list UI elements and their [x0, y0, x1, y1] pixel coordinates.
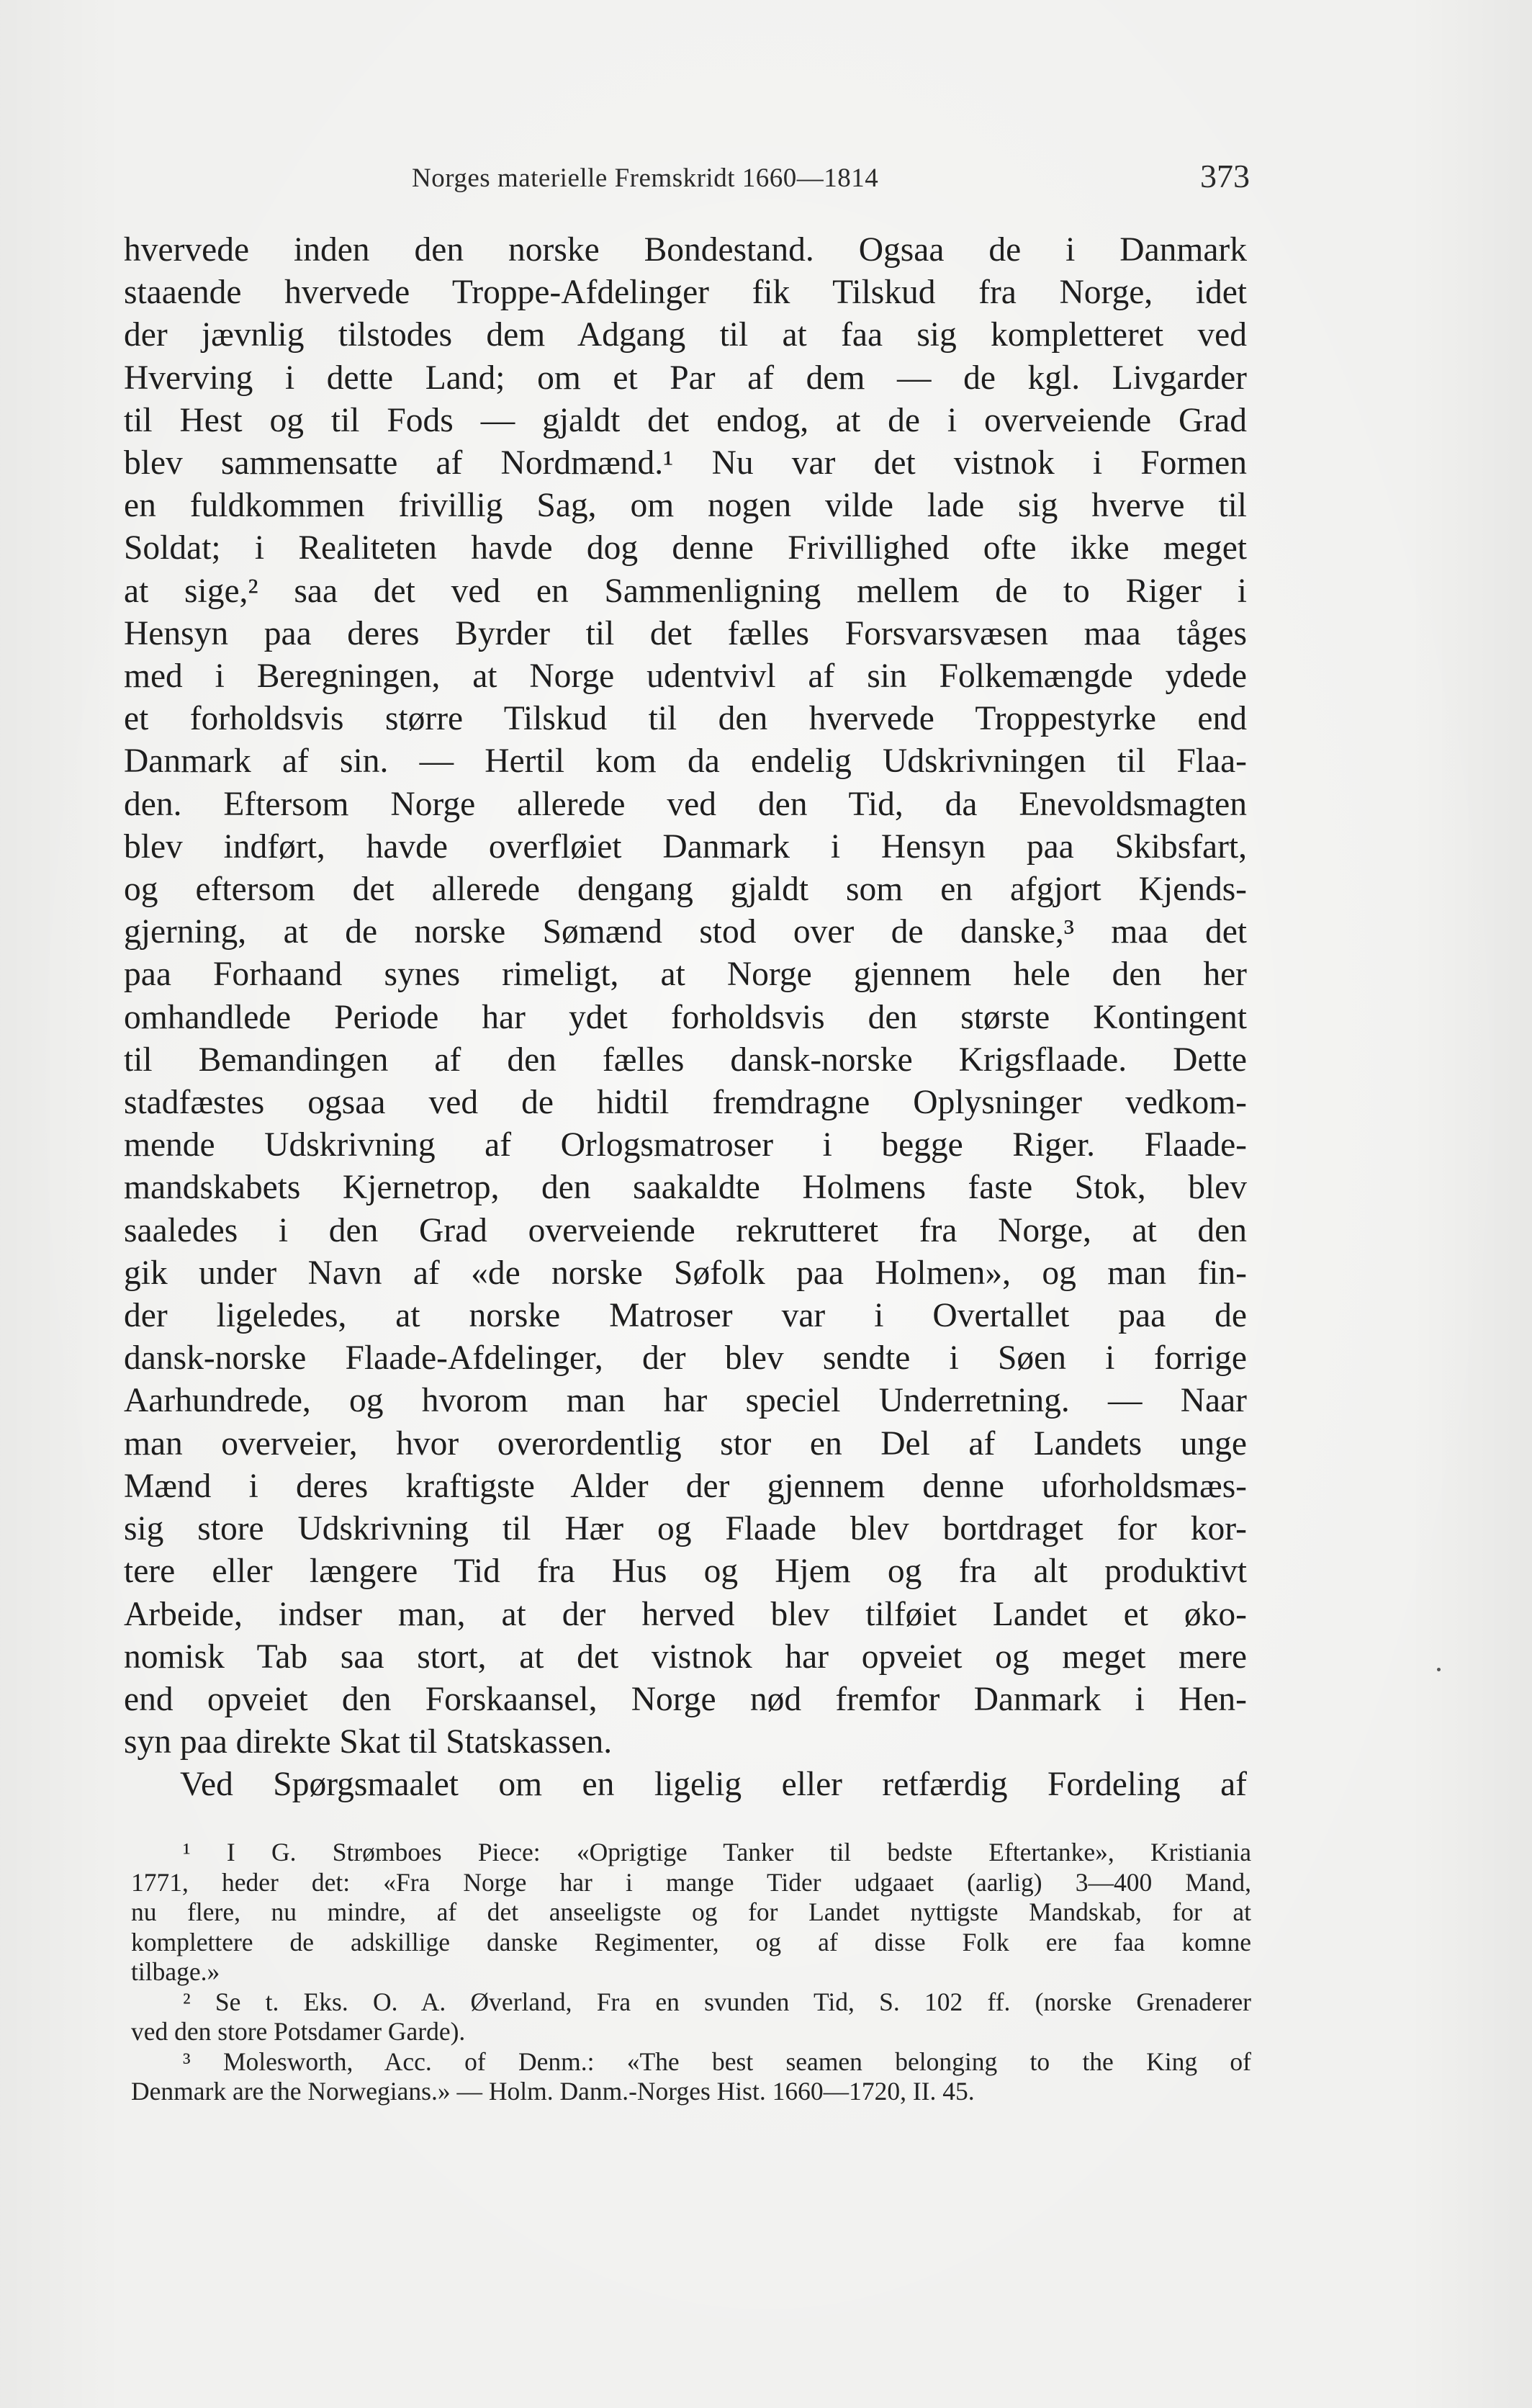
text-line: Mænd i deres kraftigste Alder der gjennem denne uforholdsmæs-	[124, 1467, 1247, 1505]
text-line: hvervede inden den norske Bondestand. Ogsaa de i Danmark	[124, 231, 1247, 269]
text-line: blev sammensatte af Nordmænd.¹ Nu var det vistnok i Formen	[124, 444, 1247, 482]
text-line: dansk-norske Flaade-Afdelinger, der blev sendte i Søen i forrige	[124, 1339, 1247, 1378]
text-line: Ved Spørgsmaalet om en ligelig eller retfærdig Fordeling af	[180, 1766, 1247, 1804]
footnote-2: ² Se t. Eks. O. A. Øverland, Fra en svunden Tid, S. 102 ff. (norske Grenaderer	[183, 1987, 1251, 2016]
page-number: 373	[1200, 158, 1250, 194]
text-line: at sige,² saa det ved en Sammenligning mellem de to Riger i	[124, 572, 1247, 610]
text-line: Hensyn paa deres Byrder til det fælles Forsvarsvæsen maa tåges	[124, 614, 1247, 652]
text-line: til Bemandingen af den fælles dansk-norske Krigsflaade. Dette	[124, 1041, 1247, 1079]
text-line: man overveier, hvor overordentlig stor en Del af Landets unge	[124, 1424, 1247, 1463]
footnote-3: ³ Molesworth, Acc. of Denm.: «The best seamen belonging to the King of	[183, 2047, 1251, 2076]
text-line: syn paa direkte Skat til Statskassen.	[124, 1723, 613, 1761]
text-line: Soldat; i Realiteten havde dog denne Frivillighed ofte ikke meget	[124, 529, 1247, 567]
text-line: til Hest og til Fods — gjaldt det endog, at de i overveiende Grad	[124, 401, 1247, 439]
text-line: Arbeide, indser man, at der herved blev tilføiet Landet et øko-	[124, 1595, 1247, 1633]
text-line: Danmark af sin. — Hertil kom da endelig Udskrivningen til Flaa-	[124, 742, 1247, 781]
text-line: staaende hvervede Troppe-Afdelinger fik Tilskud fra Norge, idet	[124, 274, 1247, 312]
text-line: med i Beregningen, at Norge udentvivl af sin Folkemængde ydede	[124, 657, 1247, 696]
text-line: der jævnlig tilstodes dem Adgang til at faa sig kompletteret ved	[124, 316, 1247, 354]
text-line: Hverving i dette Land; om et Par af dem — de kgl. Livgarder	[124, 359, 1247, 397]
footnote-1: ¹ I G. Strømboes Piece: «Oprigtige Tanker til bedste Eftertanke», Kristiania	[183, 1838, 1251, 1866]
running-head: Norges materielle Fremskridt 1660—1814	[412, 163, 879, 193]
footnote-line: 1771, heder det: «Fra Norge har i mange Tider udgaaet (aarlig) 3—400 Mand,	[131, 1867, 1251, 1897]
text-line: sig store Udskrivning til Hær og Flaade blev bortdraget for kor-	[124, 1510, 1247, 1548]
text-line: blev indført, havde overfløiet Danmark i Hensyn paa Skibsfart,	[124, 827, 1247, 866]
text-line: nomisk Tab saa stort, at det vistnok har opveiet og meget mere	[124, 1637, 1247, 1676]
footnote-line: ved den store Potsdamer Garde).	[131, 2017, 466, 2046]
footnote-line: nu flere, nu mindre, af det anseeligste og for Landet nyttigste Mandskab, for at	[131, 1897, 1251, 1926]
footnote-line: tilbage.»	[131, 1957, 220, 1986]
text-line: gik under Navn af «de norske Søfolk paa Holmen», og man fin-	[124, 1254, 1247, 1292]
text-line: og eftersom det allerede dengang gjaldt som en afgjort Kjends-	[124, 871, 1247, 909]
footnote-line: komplettere de adskillige danske Regimenter, og af disse Folk ere faa komne	[131, 1927, 1251, 1956]
paper-speck	[1437, 1668, 1441, 1671]
text-line: der ligeledes, at norske Matroser var i Overtallet paa de	[124, 1297, 1247, 1335]
footnotes	[131, 1838, 1251, 2107]
text-line: tere eller længere Tid fra Hus og Hjem og fra alt produktivt	[124, 1553, 1247, 1591]
body-text	[124, 229, 1247, 1807]
text-line: paa Forhaand synes rimeligt, at Norge gjennem hele den her	[124, 956, 1247, 994]
text-line: saaledes i den Grad overveiende rekrutteret fra Norge, at den	[124, 1211, 1247, 1249]
text-line: omhandlede Periode har ydet forholdsvis den største Kontingent	[124, 998, 1247, 1036]
text-line: et forholdsvis større Tilskud til den hvervede Troppestyrke end	[124, 700, 1247, 738]
text-line: stadfæstes ogsaa ved de hidtil fremdragne Oplysninger vedkom-	[124, 1084, 1247, 1122]
text-line: mandskabets Kjernetrop, den saakaldte Holmens faste Stok, blev	[124, 1169, 1247, 1207]
footnote-line: Denmark are the Norwegians.» — Holm. Danm.-Norges Hist. 1660—1720, II. 45.	[131, 2077, 975, 2106]
text-line: Aarhundrede, og hvorom man har speciel Underretning. — Naar	[124, 1382, 1247, 1420]
text-line: en fuldkommen frivillig Sag, om nogen vilde lade sig hverve til	[124, 487, 1247, 525]
text-line: end opveiet den Forskaansel, Norge nød fremfor Danmark i Hen-	[124, 1680, 1247, 1718]
text-line: den. Eftersom Norge allerede ved den Tid, da Enevoldsmagten	[124, 785, 1247, 823]
text-line: gjerning, at de norske Sømænd stod over de danske,³ maa det	[124, 913, 1247, 951]
text-line: mende Udskrivning af Orlogsmatroser i begge Riger. Flaade-	[124, 1126, 1247, 1164]
